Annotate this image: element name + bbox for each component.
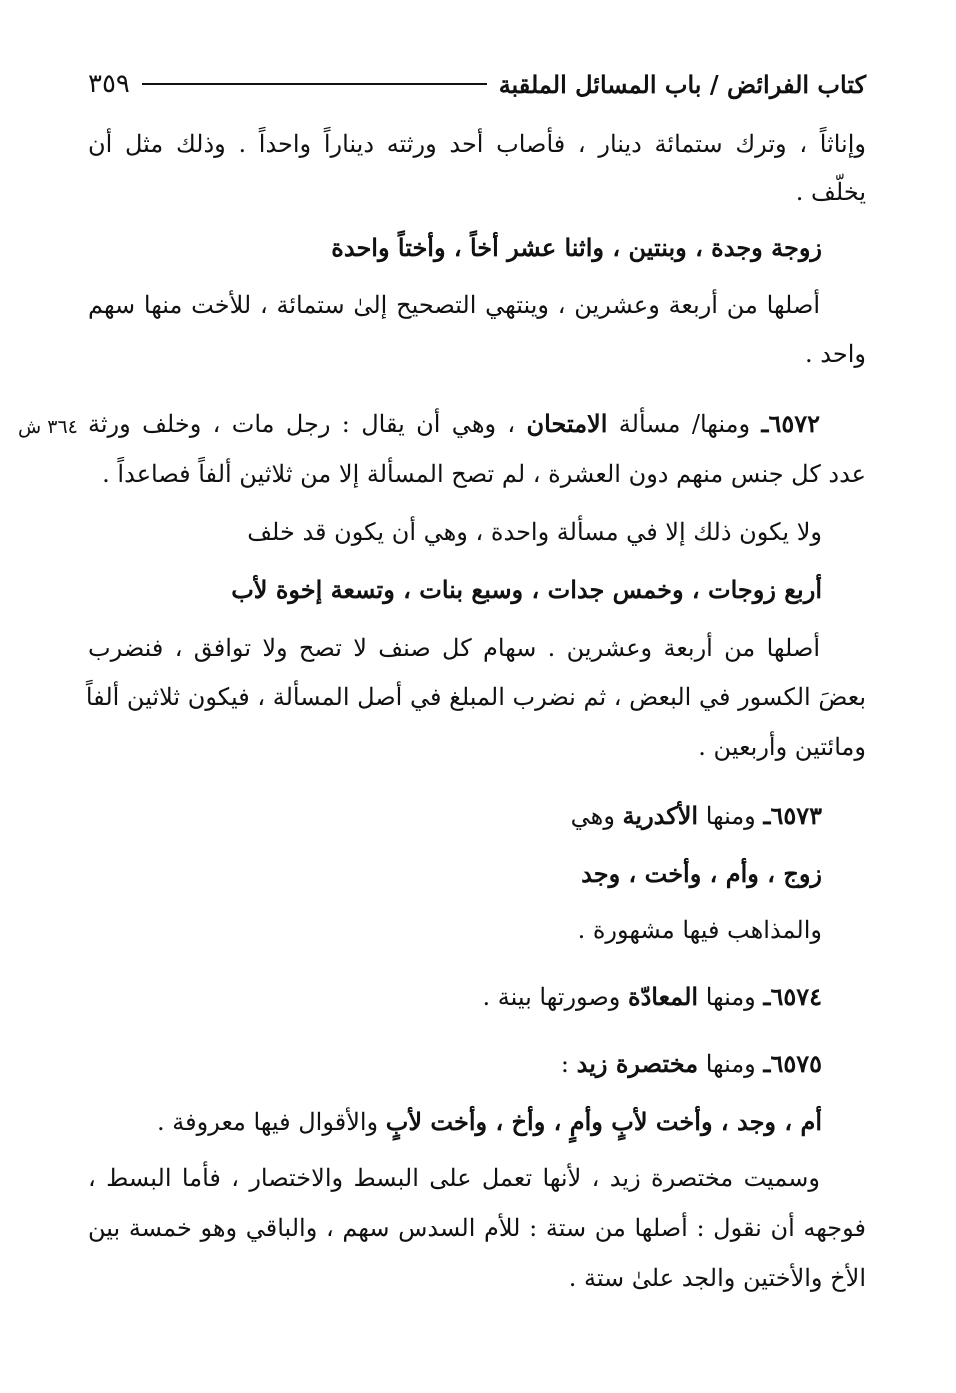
issue-text: ومنها [705, 983, 756, 1011]
text-line: وسميت مختصرة زيد ، لأنها تعمل على البسط والاختصار ، فأما البسط ، [88, 1164, 820, 1192]
issue-name: مختصرة زيد [576, 1049, 699, 1078]
issue-text: ومنها [705, 802, 756, 830]
issue-name: الامتحان [526, 409, 608, 438]
margin-reference: ٣٦٤ ش [18, 416, 78, 438]
issue-number: ٦٥٧٢ـ [761, 409, 820, 438]
text-line: أصلها من أربعة وعشرين ، وينتهي التصحيح إلىٰ ستمائة ، للأخت منها سهم [88, 291, 820, 319]
text-line: بعضَ الكسور في البعض ، ثم نضرب المبلغ في أصل المسألة ، فيكون ثلاثين ألفاً [85, 683, 866, 711]
text-line: فوجهه أن نقول : أصلها من ستة : للأم السدس سهم ، والباقي وهو خمسة بين [88, 1214, 866, 1242]
text-line: ومائتين وأربعين . [698, 733, 866, 761]
heirs-line [157, 1102, 822, 1142]
issue-text: وهي [570, 802, 615, 830]
issue-6575 [561, 1044, 822, 1084]
issue-text: : [560, 1050, 569, 1078]
heirs-line: زوج ، وأم ، وأخت ، وجد [581, 859, 822, 888]
text-line: الأخ والأختين والجد علىٰ ستة . [568, 1264, 866, 1292]
issue-6573 [571, 796, 822, 836]
heirs-line: أربع زوجات ، وخمس جدات ، وسبع بنات ، وتسعة إخوة لأب [231, 575, 822, 604]
text-line: ولا يكون ذلك إلا في مسألة واحدة ، وهي أن يكون قد خلف [247, 518, 822, 546]
issue-text: وصورتها بينة . [482, 983, 621, 1011]
text-line: والمذاهب فيها مشهورة . [577, 916, 822, 944]
issue-number: ٦٥٧٤ـ [763, 982, 822, 1011]
issue-name: الأكدرية [622, 801, 699, 830]
issue-text: والأقوال فيها معروفة . [157, 1108, 379, 1136]
issue-6572 [88, 404, 820, 444]
chapter-title: كتاب الفرائض / باب المسائل الملقبة [498, 69, 866, 99]
issue-text: ومنها [705, 1050, 756, 1078]
issue-number: ٦٥٧٣ـ [763, 801, 822, 830]
issue-6574 [482, 977, 822, 1017]
issue-name: المعادّة [628, 982, 699, 1011]
heirs-line: زوجة وجدة ، وبنتين ، واثنا عشر أخاً ، وأختاً واحدة [331, 233, 822, 262]
text-line: يخلّف . [795, 178, 866, 206]
heirs-list: أم ، وجد ، وأخت لأبٍ وأمٍ ، وأخ ، وأخت لأبٍ [385, 1107, 822, 1136]
running-header [88, 64, 866, 104]
issue-number: ٦٥٧٥ـ [763, 1049, 822, 1078]
text-line: أصلها من أربعة وعشرين . سهام كل صنف لا تصح ولا توافق ، فنضرب [88, 634, 820, 662]
issue-text: ومنها/ مسألة [618, 410, 751, 438]
page-number: ٣٥٩ [88, 69, 130, 99]
header-rule [142, 83, 487, 85]
text-line: وإناثاً ، وترك ستمائة دينار ، فأصاب أحد ورثته ديناراً واحداً . وذلك مثل أن [88, 130, 866, 158]
issue-text: ، وهي أن يقال : رجل مات ، وخلف ورثة [88, 410, 516, 438]
text-line: واحد . [805, 340, 866, 368]
text-line: عدد كل جنس منهم دون العشرة ، لم تصح المسألة إلا من ثلاثين ألفاً فصاعداً . [102, 460, 866, 488]
